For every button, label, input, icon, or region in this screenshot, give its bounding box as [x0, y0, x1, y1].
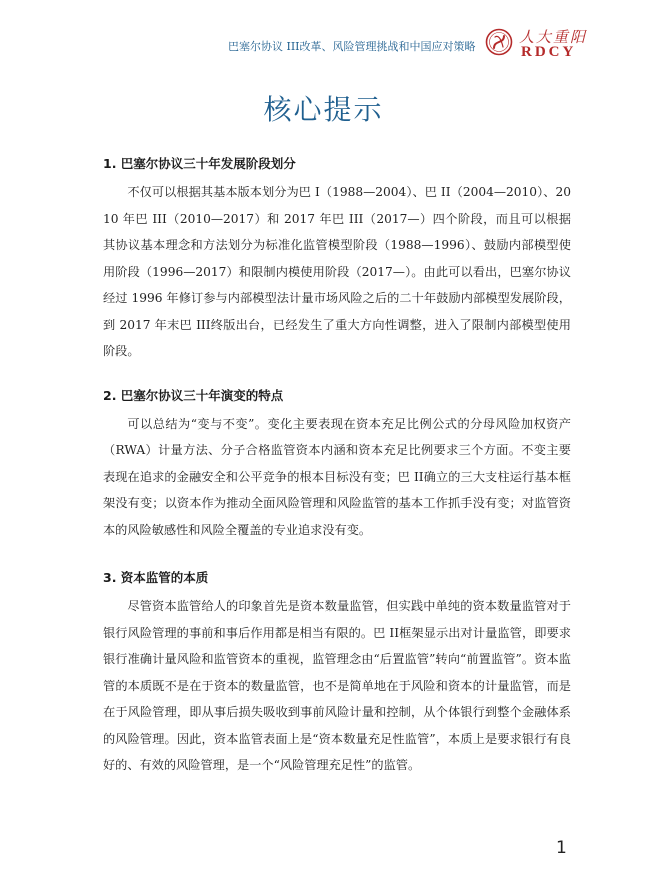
section-heading: 3. 资本监管的本质 — [103, 570, 209, 585]
section-paragraph: 可以总结为“变与不变”。变化主要表现在资本充足比例公式的分母风险加权资产（RWA）计量方法、分子合格监管资本内涵和资本充足比例要求三个方面。不变主要表现在追求的金融安全和公平竞争的根本目标没有变；巴 II确立的三大支柱运行基本框架没有变；以资本作为推动全面风险管理和风险监管的基本工作抓手没有变；对监管资本的风险敏感性和风险全覆盖的专业追求没有变。 — [103, 416, 571, 537]
logo-chinese-text: 人大重阳 — [519, 28, 588, 46]
page-title: 核心提示 — [263, 93, 384, 126]
section-characteristics — [103, 387, 571, 544]
key-points-content — [103, 155, 571, 779]
running-title: 巴塞尔协议 III改革、风险管理挑战和中国应对策略 — [228, 40, 476, 53]
seal-icon — [485, 28, 513, 56]
section-paragraph: 尽管资本监管给人的印象首先是资本数量监管，但实践中单纯的资本数量监管对于银行风险管理的事前和事后作用都是相当有限的。巴 II框架显示出对计量监管，即要求银行准确计量风险和监管资本的重视，监管理念由“后置监管”转向“前置监管”。资本监管的本质既不是在于资本的数量监管，也不是简单地在于风险和资本的计量监管，而是在于风险管理，即从事后损失吸收到事前风险计量和控制，从个体银行到整个金融体系的风险管理。因此，资本监管表面上是“资本数量充足性监管”，本质上是要求银行有良好的、有效的风险管理，是一个“风险管理充足性”的监管。 — [103, 599, 571, 772]
running-header — [0, 0, 647, 70]
section-stages — [103, 155, 571, 365]
page-number: 1 — [556, 838, 567, 858]
section-heading: 2. 巴塞尔协议三十年演变的特点 — [103, 387, 284, 403]
section-paragraph: 不仅可以根据其基本版本划分为巴 I（1988—2004）、巴 II（2004—2010）、2010 年巴 III（2010—2017）和 2017 年巴 III（2017—）四个阶段，而且可以根据其协议基本理念和方法划分为标准化监管模型阶段（1988—1996）、鼓励内部模型使用阶段（1996—2017）和限制内模使用阶段（2017—）。由此可以看出，巴塞尔协议经过 1996 年修订参与内部模型法计量市场风险之后的二十年鼓励内部模型发展阶段，到 2017 年末巴 III终版出台，已经发生了重大方向性调整，进入了限制内部模型使用阶段。 — [103, 185, 571, 358]
logo-english-text: RDCY — [521, 44, 577, 60]
section-capital-regulation — [103, 569, 571, 779]
section-heading: 1. 巴塞尔协议三十年发展阶段划分 — [103, 156, 296, 171]
rdcy-logo — [485, 26, 630, 62]
